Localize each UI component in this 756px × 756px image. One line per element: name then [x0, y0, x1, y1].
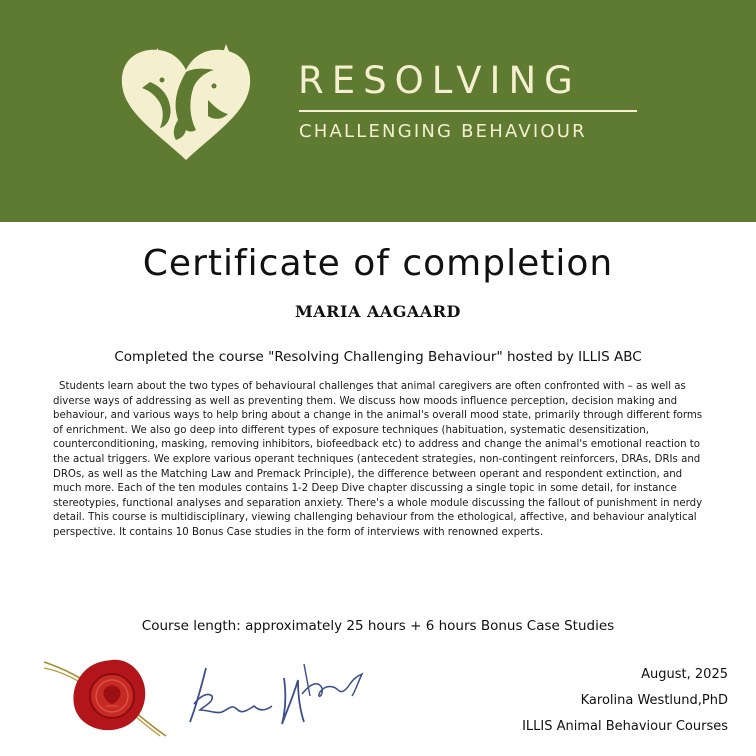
wax-seal-icon	[42, 656, 168, 738]
heart-animals-logo-icon	[116, 42, 256, 164]
signoff-organization: ILLIS Animal Behaviour Courses	[522, 719, 728, 734]
handwritten-signature	[186, 660, 372, 732]
brand-title: RESOLVING	[298, 59, 581, 102]
course-description: Students learn about the two types of behavioural challenges that animal caregivers are often confronted with – as well as diverse ways of addressing as well as preventing them. We discuss how moods influence perception, decision making and behaviour, and various ways to help bring about a change in the animal's overall mood state, primarily through different forms of enrichment. We also go deep into different types of exposure techniques (habituation, systematic desensitization, counterconditioning, masking, removing inhibitors, biofeedback etc) to address and change the animal's emotional reaction to the actual triggers. We explore various operant techniques (antecedent strategies, non-contingent reinforcers, DRAs, DRIs and DROs, as well as the Matching Law and Premack Principle), the difference between operant and respondent extinction, and much more. Each of the ten modules contains 1-2 Deep Dive chapter discussing a single topic in some detail, for instance stereotypies, functional analyses and separation anxiety. There's a whole module discussing the fallout of punishment in nerdy detail. This course is multidisciplinary, viewing challenging behaviour from the ethological, affective, and behaviour analytical perspective. It contains 10 Bonus Case studies in the form of interviews with renowned experts.	[53, 381, 703, 538]
signoff-date: August, 2025	[641, 667, 728, 682]
signoff-block	[458, 662, 728, 740]
brand-subtitle: CHALLENGING BEHAVIOUR	[299, 121, 587, 142]
certificate-title: Certificate of completion	[142, 243, 614, 284]
course-length: Course length: approximately 25 hours + 6 hours Bonus Case Studies	[141, 618, 615, 634]
signoff-name: Karolina Westlund,PhD	[580, 693, 728, 708]
recipient-name: MARIA AAGAARD	[295, 302, 461, 321]
header-banner	[0, 0, 756, 222]
brand-divider	[299, 110, 637, 112]
completion-statement: Completed the course "Resolving Challenging Behaviour" hosted by ILLIS ABC	[114, 349, 642, 365]
